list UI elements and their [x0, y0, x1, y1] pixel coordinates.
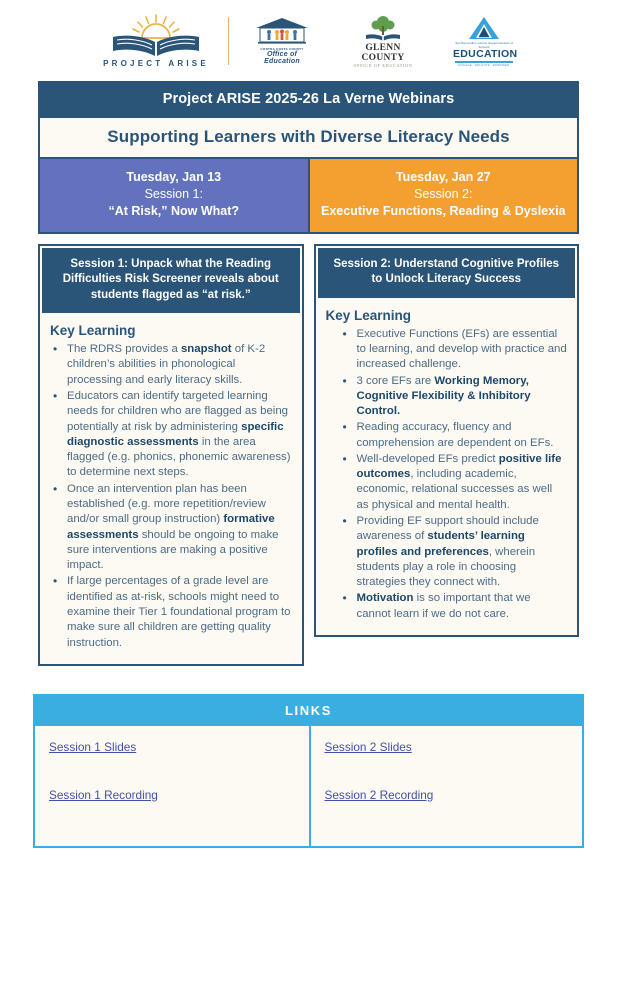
partner-logos [251, 15, 518, 68]
logo-divider [228, 17, 229, 65]
session-2-panel-heading: Session 2: Understand Cognitive Profiles to Unlock Literacy Success [318, 248, 576, 298]
link-session-1-recording[interactable]: Session 1 Recording [49, 787, 158, 802]
link-session-2-slides[interactable]: Session 2 Slides [324, 739, 412, 754]
tree-over-open-book-icon [363, 15, 403, 43]
list-item: • Once an intervention plan has been established (e.g. more repetition/review and/or small group instruction) formative assessments should be ongoing to make sure interventions are making a positive impact. [50, 482, 292, 574]
open-book-with-sunrise-icon [110, 14, 202, 58]
contra-costa-county-office-of-education-logo [251, 17, 313, 65]
links-section [33, 694, 584, 848]
session-2-date-card [310, 159, 578, 232]
project-arise-logo [102, 14, 210, 68]
link-session-1-slides[interactable]: Session 1 Slides [49, 739, 137, 754]
project-arise-wordmark: PROJECT ARISE [103, 59, 209, 68]
title-block [38, 81, 579, 159]
session-1-panel [38, 244, 304, 666]
list-item: • Motivation is so important that we cannot learn if we do not care. [340, 591, 568, 622]
triangle-mountain-icon [467, 15, 501, 41]
session-2-topic: Executive Functions, Reading & Dyslexia [320, 203, 566, 218]
links-column-session-2 [309, 726, 583, 846]
list-item: • Executive Functions (EFs) are essential to learning, and develop with practice and increased challenge. [340, 327, 568, 373]
list-item: • Well-developed EFs predict positive life outcomes, including academic, economic, relational successes as well as physical and mental health. [340, 452, 568, 513]
session-1-topic: “At Risk,” Now What? [108, 203, 240, 218]
session-1-panel-heading: Session 1: Unpack what the Reading Difficulties Risk Screener reveals about students flagged as “at risk.” [42, 248, 300, 314]
list-item: • The RDRS provides a snapshot of K-2 children’s abilities in phonological processing and early literacy skills. [50, 342, 292, 388]
link-session-2-recording[interactable]: Session 2 Recording [324, 787, 434, 802]
session-2-date: Tuesday, Jan 27 [395, 170, 491, 184]
session-1-panel-body [40, 315, 302, 664]
list-item: • 3 core EFs are Working Memory, Cognitive Flexibility & Inhibitory Control. [340, 374, 568, 420]
session-date-row [38, 159, 579, 234]
cccoe-line2: Office of Education [264, 51, 300, 65]
session-2-panel [314, 244, 580, 637]
logo-bar [0, 0, 617, 78]
session-panels [38, 244, 579, 666]
session-2-panel-body [316, 300, 578, 635]
session-1-date-card [40, 159, 308, 232]
glenn-county-office-of-education-logo [345, 15, 421, 68]
education-office-logo [453, 15, 518, 67]
session-1-bullet-list [50, 342, 292, 651]
page-title: Project ARISE 2025-26 La Verne Webinars [38, 81, 579, 118]
list-item: • Reading accuracy, fluency and comprehension are dependent on EFs. [340, 420, 568, 451]
list-item: • If large percentages of a grade level are identified as at-risk, schools might need to examine their Tier 1 foundational program to make sure all children are getting quality instruction. [50, 574, 292, 650]
links-column-session-1 [35, 726, 309, 846]
session-2-bullet-list [326, 327, 568, 622]
glenn-line1: GLENN COUNTY [361, 42, 405, 63]
session-1-key-learning-label: Key Learning [50, 323, 136, 339]
session-2-number: Session 2: [414, 186, 473, 201]
links-header: LINKS [35, 696, 582, 726]
education-line3: ENGAGE · EDUCATE · EMPOWER [458, 64, 510, 67]
glenn-line2: OFFICE OF EDUCATION [353, 62, 413, 68]
cccoe-line1: CONTRA COSTA COUNTY [260, 47, 304, 51]
education-rule [455, 61, 513, 63]
subtitle-frame [38, 118, 579, 159]
list-item: • Educators can identify targeted learning needs for children who are flagged as being potentially at risk by administering specific diagnostic assessments in the area flagged (e.g. phonics, phonemic awareness) to determine next steps. [50, 389, 292, 481]
session-1-number: Session 1: [144, 186, 203, 201]
page-subtitle: Supporting Learners with Diverse Literacy Needs [40, 118, 577, 157]
links-columns [35, 726, 582, 846]
education-line1: San Bernardino County Superintendent of Schools [455, 40, 513, 49]
school-roof-with-students-icon [254, 17, 310, 47]
session-1-date: Tuesday, Jan 13 [126, 170, 222, 184]
session-2-key-learning-label: Key Learning [325, 307, 412, 323]
education-line2: EDUCATION [453, 47, 518, 60]
list-item: • Providing EF support should include awareness of students’ learning profiles and preferences, wherein students play a role in choosing strategies they connect with. [340, 514, 568, 590]
